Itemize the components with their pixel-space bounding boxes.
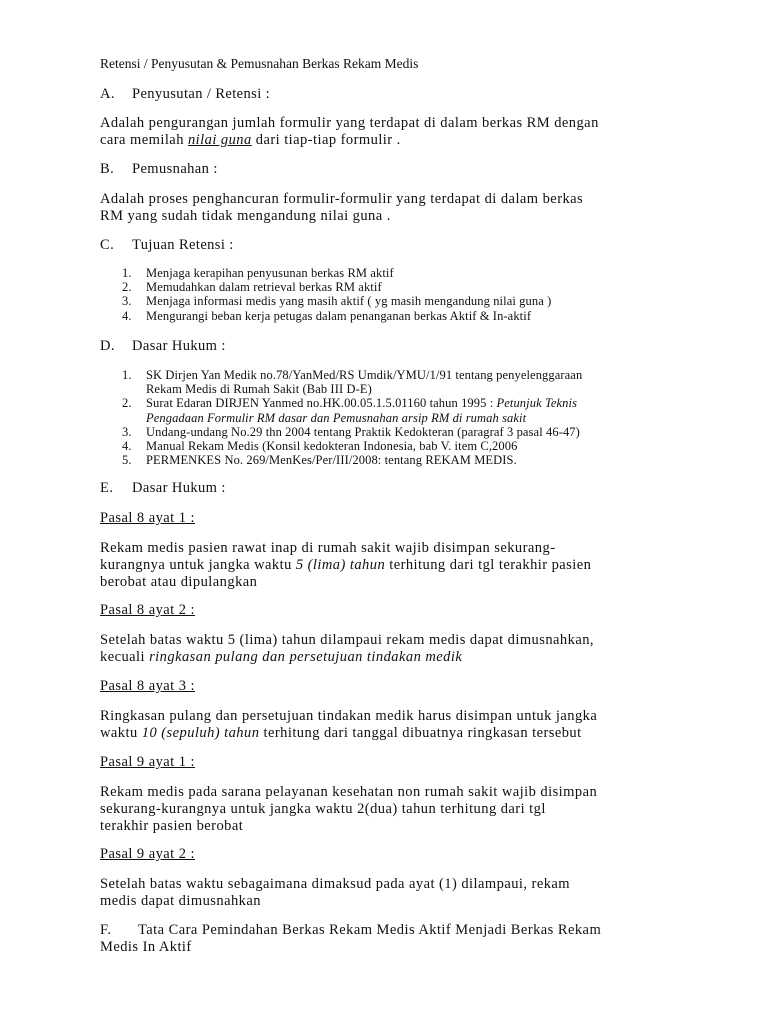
paragraph-line-pre: kecuali <box>100 649 150 665</box>
paragraph-emphasis: ringkasan pulang dan persetujuan tindakan medik <box>149 649 463 665</box>
section-b-line1: Adalah proses penghancuran formulir-formulir yang terdapat di dalam berkas <box>100 191 584 207</box>
pasal-colon: : <box>190 510 195 526</box>
list-item-text: SK Dirjen Yan Medik no.78/YanMed/RS Umdik/YMU/1/91 tentang penyelenggaraan <box>146 368 583 382</box>
section-c-title: Tujuan Retensi : <box>132 237 234 253</box>
list-item-number: 5. <box>122 453 132 468</box>
section-c-letter: C. <box>100 237 115 253</box>
section-a-line1: Adalah pengurangan jumlah formulir yang terdapat di dalam berkas RM dengan <box>100 115 599 131</box>
section-f-title-line2: Medis In Aktif <box>100 939 192 955</box>
paragraph-line-post: terhitung dari tgl terakhir pasien <box>385 557 592 573</box>
section-a-emphasis: nilai guna <box>187 132 252 148</box>
list-item <box>100 309 551 323</box>
list-item-text: Manual Rekam Medis (Konsil kedokteran Indonesia, bab V. item C,2006 <box>146 439 518 454</box>
pasal-9-ayat-2-paragraph <box>100 876 570 910</box>
list-item-text: Mengurangi beban kerja petugas dalam penanganan berkas Aktif & In-aktif <box>146 308 532 323</box>
paragraph-emphasis: 10 (sepuluh) tahun <box>141 725 260 741</box>
list-item <box>100 453 582 467</box>
section-a-line2-post: dari tiap-tiap formulir . <box>251 132 401 148</box>
paragraph-line: medis dapat dimusnahkan <box>100 893 261 909</box>
pasal-label-text: Pasal 8 ayat 1 <box>100 510 191 526</box>
section-b-letter: B. <box>100 161 115 177</box>
pasal-8-ayat-2-paragraph <box>100 632 594 666</box>
section-c-list <box>100 266 551 323</box>
section-b-paragraph <box>100 191 583 225</box>
list-item-number: 2. <box>122 396 132 411</box>
section-a-title: Penyusutan / Retensi : <box>132 86 271 102</box>
section-e-title: Dasar Hukum : <box>132 480 226 496</box>
section-e-letter: E. <box>100 480 114 496</box>
list-item-number: 4. <box>122 439 132 454</box>
list-item <box>100 425 582 439</box>
section-a-paragraph <box>100 115 599 149</box>
section-e-heading <box>100 480 226 497</box>
paragraph-line-pre: waktu <box>100 725 142 741</box>
paragraph-emphasis: 5 (lima) tahun <box>295 557 386 573</box>
list-item-number: 1. <box>122 266 132 280</box>
pasal-colon: : <box>190 754 195 770</box>
paragraph-line: Rekam medis pasien rawat inap di rumah sakit wajib disimpan sekurang- <box>100 540 556 556</box>
paragraph-line: Ringkasan pulang dan persetujuan tindakan medik harus disimpan untuk jangka <box>100 708 598 724</box>
list-item-number: 3. <box>122 424 132 439</box>
paragraph-line: Rekam medis pada sarana pelayanan kesehatan non rumah sakit wajib disimpan <box>100 784 598 800</box>
list-item-number: 1. <box>122 368 132 382</box>
pasal-colon: : <box>190 602 195 618</box>
section-d-list <box>100 368 582 467</box>
pasal-label-text: Pasal 9 ayat 2 <box>100 846 191 862</box>
section-a-line2-pre: cara memilah <box>100 132 188 148</box>
paragraph-line: sekurang-kurangnya untuk jangka waktu 2(dua) tahun terhitung dari tgl <box>100 801 546 817</box>
section-f-heading <box>100 922 601 956</box>
pasal-8-ayat-3-paragraph <box>100 708 597 742</box>
section-b-heading <box>100 161 218 178</box>
list-item-text: PERMENKES No. 269/MenKes/Per/III/2008: tentang REKAM MEDIS. <box>146 453 517 468</box>
paragraph-line-pre: kurangnya untuk jangka waktu <box>100 557 296 573</box>
pasal-9-ayat-1-paragraph <box>100 784 597 835</box>
pasal-label-text: Pasal 8 ayat 2 <box>100 602 191 618</box>
section-f-title-line1: Tata Cara Pemindahan Berkas Rekam Medis Aktif Menjadi Berkas Rekam <box>138 922 602 938</box>
pasal-9-ayat-1-label <box>100 754 195 771</box>
section-c-heading <box>100 237 234 254</box>
paragraph-line: terakhir pasien berobat <box>100 818 244 834</box>
list-item-text: Undang-undang No.29 thn 2004 tentang Praktik Kedokteran (paragraf 3 pasal 46-47) <box>146 424 580 439</box>
pasal-label-text: Pasal 8 ayat 3 <box>100 678 191 694</box>
paragraph-line: Setelah batas waktu sebagaimana dimaksud pada ayat (1) dilampaui, rekam <box>100 876 571 892</box>
section-a-letter: A. <box>100 86 115 102</box>
section-f-letter: F. <box>100 922 112 938</box>
list-item-italic: Petunjuk Teknis <box>496 396 578 411</box>
document-title: Retensi / Penyusutan & Pemusnahan Berkas Rekam Medis <box>100 56 419 71</box>
list-item-italic: Pengadaan Formulir RM dasar dan Pemusnahan arsip RM di rumah sakit <box>146 410 527 425</box>
paragraph-line: berobat atau dipulangkan <box>100 574 258 590</box>
pasal-colon: : <box>190 846 195 862</box>
paragraph-line: Setelah batas waktu 5 (lima) tahun dilampaui rekam medis dapat dimusnahkan, <box>100 632 594 648</box>
pasal-8-ayat-1-paragraph <box>100 540 591 591</box>
section-a-heading <box>100 86 270 103</box>
section-d-title: Dasar Hukum : <box>132 338 226 354</box>
pasal-colon: : <box>190 678 195 694</box>
list-item-number: 3. <box>122 294 132 309</box>
list-item-text: Memudahkan dalam retrieval berkas RM aktif <box>146 280 382 295</box>
pasal-8-ayat-3-label <box>100 678 195 695</box>
section-b-line2: RM yang sudah tidak mengandung nilai guna . <box>100 208 391 224</box>
section-d-letter: D. <box>100 338 115 354</box>
list-item <box>100 368 582 396</box>
list-item-text: Menjaga informasi medis yang masih aktif ( yg masih mengandung nilai guna ) <box>146 294 552 309</box>
section-b-title: Pemusnahan : <box>132 161 218 177</box>
list-item-number: 2. <box>122 280 132 295</box>
paragraph-line-post: terhitung dari tanggal dibuatnya ringkasan tersebut <box>259 725 582 741</box>
list-item <box>100 294 551 308</box>
list-item <box>100 439 582 453</box>
list-item <box>100 396 582 424</box>
list-item-text: Menjaga kerapihan penyusunan berkas RM aktif <box>146 266 394 280</box>
pasal-8-ayat-1-label <box>100 510 195 527</box>
list-item <box>100 280 551 294</box>
pasal-9-ayat-2-label <box>100 846 195 863</box>
list-item <box>100 266 551 280</box>
list-item-text: Surat Edaran DIRJEN Yanmed no.HK.00.05.1.5.01160 tahun 1995 : <box>146 396 497 411</box>
section-d-heading <box>100 338 226 355</box>
pasal-label-text: Pasal 9 ayat 1 <box>100 754 191 770</box>
pasal-8-ayat-2-label <box>100 602 195 619</box>
list-item-number: 4. <box>122 308 132 323</box>
list-item-text: Rekam Medis di Rumah Sakit (Bab III D-E) <box>146 382 372 397</box>
